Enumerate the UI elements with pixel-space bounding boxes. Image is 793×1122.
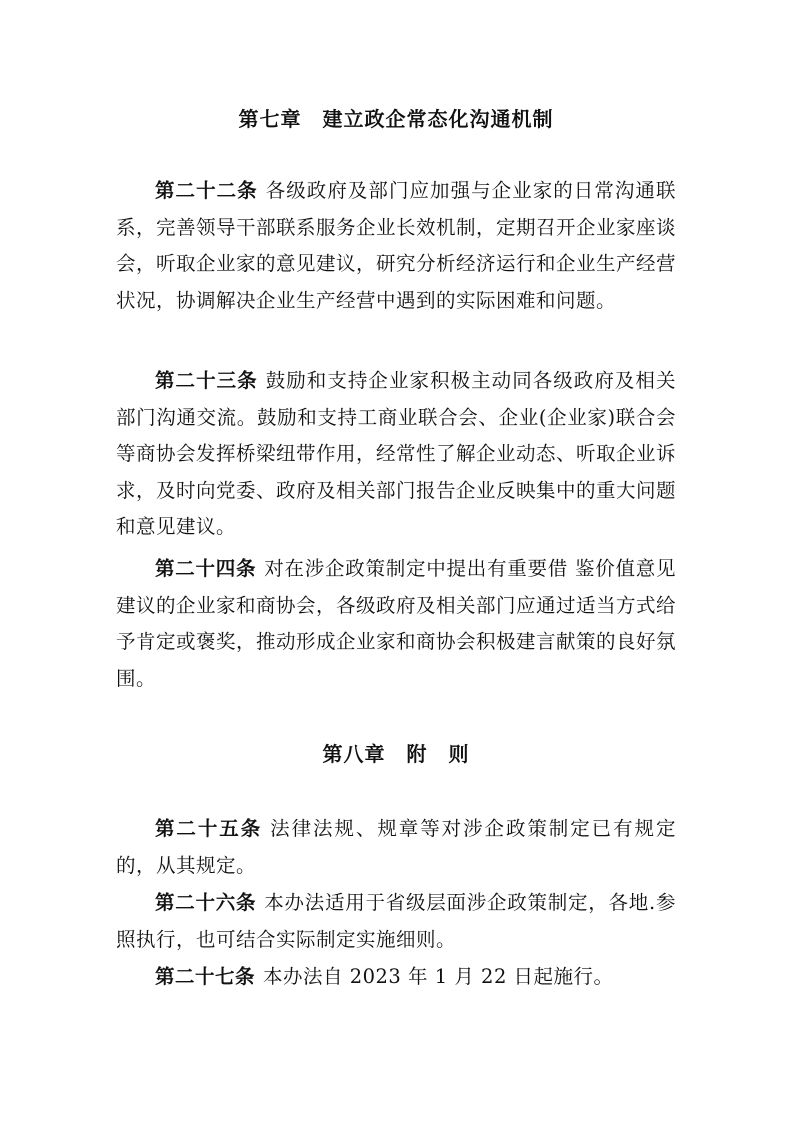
article-number: 第二十七条 [155, 965, 256, 988]
article-text: 对在涉企政策制定中提出有重要借 鉴价值意见建议的企业家和商协会，各级政府及相关部门应通过适当方式给予肯定或褒奖，推动形成企业家和商协会积极建言献策的良好氛围。 [116, 557, 677, 690]
article-text: 各级政府及部门应加强与企业家的日常沟通联系，完善领导干部联系服务企业长效机制，定期召开企业家座谈会，听取企业家的意见建议，研究分析经济运行和企业生产经营状况，协调解决企业生产经营中遇到的实际困难和问题。 [116, 179, 677, 312]
chapter-7-title: 第七章 建立政企常态化沟通机制 [238, 107, 554, 131]
article-number: 第二十二条 [155, 179, 258, 202]
article-26 [116, 885, 676, 958]
article-22 [116, 173, 676, 319]
article-text: 鼓励和支持企业家积极主动同各级政府及相关部门沟通交流。鼓励和支持工商业联合会、企业(企业家)联合会等商协会发挥桥梁纽带作用，经常性了解企业动态、听取企业诉求，及时向党委、政府及相关部门报告企业反映集中的重大问题和意见建议。 [116, 369, 677, 538]
article-number: 第二十五条 [155, 817, 263, 840]
article-23 [116, 363, 676, 546]
article-24 [116, 551, 676, 697]
article-text: 本办法自 2023 年 1 月 22 日起施行。 [263, 965, 614, 988]
article-number: 第二十四条 [155, 557, 257, 580]
chapter-8-title: 第八章 附 则 [322, 742, 470, 766]
article-25 [116, 811, 676, 884]
article-number: 第二十六条 [155, 891, 257, 914]
article-number: 第二十三条 [155, 369, 258, 392]
article-text: 本办法适用于省级层面涉企政策制定，各地.参照执行，也可结合实际制定实施细则。 [116, 891, 676, 951]
article-27 [116, 959, 676, 996]
article-text: 法律法规、规章等对涉企政策制定已有规定的，从其规定。 [116, 817, 676, 877]
